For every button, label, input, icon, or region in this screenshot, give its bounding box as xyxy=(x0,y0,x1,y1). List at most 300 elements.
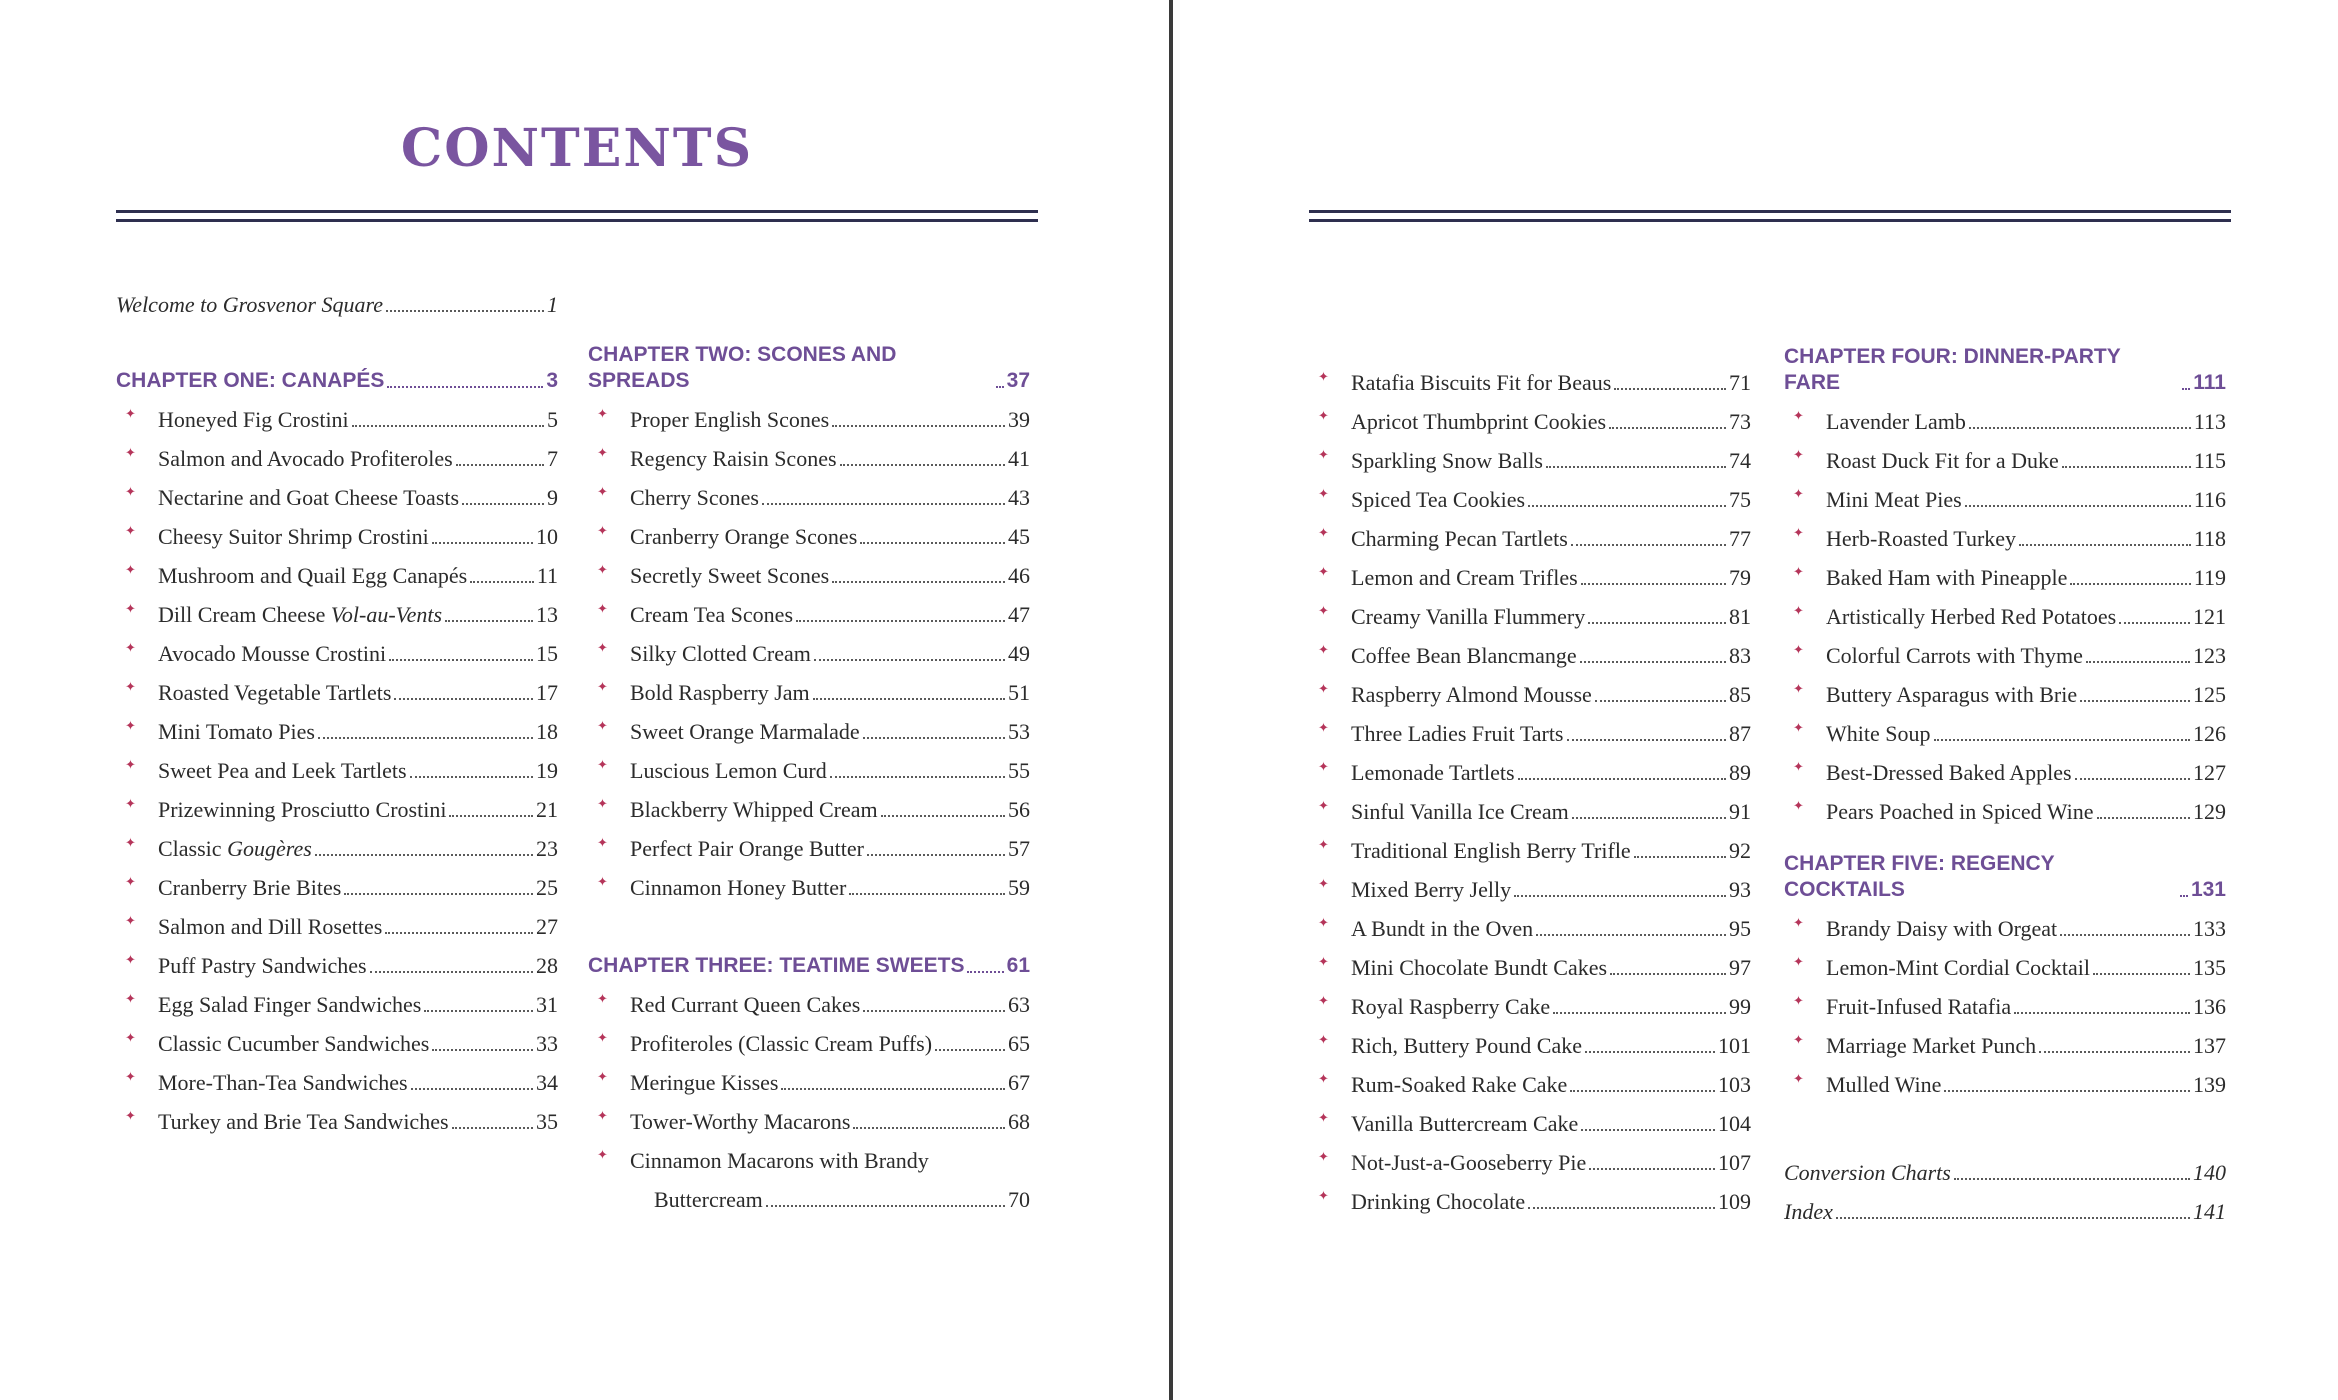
toc-entry[interactable] xyxy=(1784,947,2226,981)
toc-entry[interactable] xyxy=(116,945,558,979)
page-number: 70 xyxy=(1008,1187,1030,1212)
toc-entry[interactable] xyxy=(588,750,1030,784)
entry-label: Cranberry Orange Scones xyxy=(630,524,858,549)
bullet-icon: ✦ xyxy=(597,679,608,694)
leader-dots xyxy=(2070,583,2190,585)
leader-dots xyxy=(2062,466,2191,468)
page-number: 57 xyxy=(1008,836,1030,861)
entry-label: Cream Tea Scones xyxy=(630,602,794,627)
page-number: 113 xyxy=(2193,409,2226,434)
entry-label: Not-Just-a-Gooseberry Pie xyxy=(1351,1150,1587,1175)
entry-label: Charming Pecan Tartlets xyxy=(1351,526,1568,551)
page-number: 13 xyxy=(536,602,558,627)
entry-label: Luscious Lemon Curd xyxy=(630,758,827,783)
page-number: 68 xyxy=(1008,1109,1030,1134)
bullet-icon: ✦ xyxy=(1318,603,1329,618)
toc-entry[interactable] xyxy=(116,594,558,628)
toc-entry[interactable] xyxy=(116,711,558,745)
toc-entry[interactable] xyxy=(1309,479,1751,513)
leader-dots xyxy=(456,464,544,466)
right-page xyxy=(1172,0,2338,1400)
leader-dots xyxy=(1536,934,1726,936)
toc-entry[interactable] xyxy=(116,633,558,667)
toc-entry[interactable] xyxy=(1309,947,1751,981)
bullet-icon: ✦ xyxy=(1318,720,1329,735)
leader-dots xyxy=(766,1205,1005,1207)
entry-label: Perfect Pair Orange Butter xyxy=(630,836,864,861)
entry-label: Roast Duck Fit for a Duke xyxy=(1826,448,2059,473)
toc-entry-wrapped-continuation[interactable] xyxy=(588,1179,1030,1213)
bullet-icon: ✦ xyxy=(1793,447,1804,462)
bullet-icon: ✦ xyxy=(1793,798,1804,813)
leader-dots xyxy=(860,542,1005,544)
bullet-icon: ✦ xyxy=(125,796,136,811)
entry-label: Brandy Daisy with Orgeat xyxy=(1826,916,2058,941)
leader-dots xyxy=(863,1010,1005,1012)
toc-entry[interactable] xyxy=(116,672,558,706)
leader-dots xyxy=(1634,856,1726,858)
entry-label: Regency Raisin Scones xyxy=(630,446,837,471)
toc-entry[interactable] xyxy=(588,867,1030,901)
leader-dots xyxy=(1581,583,1726,585)
page-title: CONTENTS xyxy=(400,118,754,179)
entry-label: Ratafia Biscuits Fit for Beaus xyxy=(1351,370,1612,395)
leader-dots xyxy=(967,971,1003,973)
page-number: 91 xyxy=(1729,799,1751,824)
entry-label: Index xyxy=(1784,1199,1833,1224)
page-number: 129 xyxy=(2193,799,2226,824)
bullet-icon: ✦ xyxy=(125,835,136,850)
bullet-icon: ✦ xyxy=(597,523,608,538)
page-number: 95 xyxy=(1729,916,1751,941)
entry-label: CHAPTER ONE: CANAPÉS xyxy=(116,369,385,392)
bullet-icon: ✦ xyxy=(125,1030,136,1045)
toc-entry[interactable] xyxy=(1784,986,2226,1020)
toc-entry[interactable] xyxy=(588,711,1030,745)
entry-label: Puff Pastry Sandwiches xyxy=(158,953,367,978)
leader-dots xyxy=(1514,895,1726,897)
bullet-icon: ✦ xyxy=(125,406,136,421)
toc-entry[interactable] xyxy=(1309,596,1751,630)
toc-entry[interactable] xyxy=(1309,791,1751,825)
toc-entry[interactable] xyxy=(1784,401,2226,435)
toc-entry[interactable] xyxy=(588,1062,1030,1096)
toc-entry[interactable] xyxy=(588,438,1030,472)
toc-entry[interactable] xyxy=(588,477,1030,511)
toc-entry[interactable] xyxy=(1309,362,1751,396)
toc-entry[interactable] xyxy=(116,1062,558,1096)
toc-entry[interactable] xyxy=(116,477,558,511)
page-number: 141 xyxy=(2193,1199,2226,1224)
entry-label: Lemon and Cream Trifles xyxy=(1351,565,1578,590)
entry-label: Buttercream xyxy=(654,1187,763,1212)
toc-entry[interactable] xyxy=(1309,557,1751,591)
entry-label: Lavender Lamb xyxy=(1826,409,1966,434)
toc-entry[interactable] xyxy=(1309,674,1751,708)
bullet-icon: ✦ xyxy=(1793,681,1804,696)
entry-label: Traditional English Berry Trifle xyxy=(1351,838,1631,863)
page-number: 17 xyxy=(536,680,558,705)
bullet-icon: ✦ xyxy=(1318,993,1329,1008)
page-number: 35 xyxy=(536,1109,558,1134)
toc-entry[interactable] xyxy=(1309,869,1751,903)
bullet-icon: ✦ xyxy=(1793,525,1804,540)
bullet-icon: ✦ xyxy=(597,757,608,772)
page-number: 21 xyxy=(536,797,558,822)
title-rule-top xyxy=(116,210,1038,213)
entry-label: Royal Raspberry Cake xyxy=(1351,994,1551,1019)
leader-dots xyxy=(2014,1012,2190,1014)
toc-entry[interactable] xyxy=(1309,1025,1751,1059)
page-number: 87 xyxy=(1729,721,1751,746)
toc-entry[interactable] xyxy=(1309,713,1751,747)
chapter-heading[interactable] xyxy=(116,360,558,394)
bullet-icon: ✦ xyxy=(1318,915,1329,930)
leader-dots xyxy=(452,1127,533,1129)
toc-entry[interactable] xyxy=(1784,713,2226,747)
leader-dots xyxy=(410,776,533,778)
bullet-icon: ✦ xyxy=(1793,1071,1804,1086)
entry-label: Prizewinning Prosciutto Crostini xyxy=(158,797,447,822)
bullet-icon: ✦ xyxy=(1318,642,1329,657)
entry-label: Dill Cream Cheese xyxy=(158,602,326,627)
toc-entry[interactable] xyxy=(1309,752,1751,786)
toc-entry[interactable] xyxy=(116,789,558,823)
leader-dots xyxy=(2086,661,2190,663)
entry-label: Sparkling Snow Balls xyxy=(1351,448,1543,473)
bullet-icon: ✦ xyxy=(597,562,608,577)
bullet-icon: ✦ xyxy=(125,913,136,928)
entry-label: CHAPTER FIVE: REGENCY COCKTAILS xyxy=(1784,852,2055,901)
toc-entry[interactable] xyxy=(1784,557,2226,591)
toc-entry[interactable] xyxy=(1784,908,2226,942)
bullet-icon: ✦ xyxy=(1318,1188,1329,1203)
bullet-icon: ✦ xyxy=(1318,798,1329,813)
leader-dots xyxy=(1572,817,1726,819)
toc-entry[interactable] xyxy=(588,399,1030,433)
leader-dots xyxy=(2075,778,2190,780)
leader-dots xyxy=(318,737,533,739)
leader-dots xyxy=(2060,934,2190,936)
leader-dots xyxy=(1567,739,1727,741)
leader-dots xyxy=(1954,1178,2190,1180)
entry-label: Salmon and Avocado Profiteroles xyxy=(158,446,453,471)
toc-entry[interactable] xyxy=(588,789,1030,823)
page-number: 131 xyxy=(2190,878,2226,901)
toc-entry[interactable] xyxy=(116,828,558,862)
leader-dots xyxy=(1528,505,1726,507)
entry-label: CHAPTER FOUR: DINNER-PARTY FARE xyxy=(1784,345,2121,394)
page-number: 59 xyxy=(1008,875,1030,900)
leader-dots xyxy=(432,542,533,544)
entry-label: Cheesy Suitor Shrimp Crostini xyxy=(158,524,429,549)
toc-entry[interactable] xyxy=(1784,674,2226,708)
bullet-icon: ✦ xyxy=(1793,993,1804,1008)
leader-dots xyxy=(1610,973,1726,975)
leader-dots xyxy=(1570,1090,1715,1092)
leader-dots xyxy=(832,581,1005,583)
toc-entry[interactable] xyxy=(116,906,558,940)
entry-label: Proper English Scones xyxy=(630,407,830,432)
bullet-icon: ✦ xyxy=(597,1147,608,1162)
page-number: 115 xyxy=(2193,448,2226,473)
toc-entry[interactable] xyxy=(1784,1064,2226,1098)
bullet-icon: ✦ xyxy=(1793,954,1804,969)
leader-dots xyxy=(2097,817,2190,819)
leader-dots xyxy=(449,815,533,817)
bullet-icon: ✦ xyxy=(1318,954,1329,969)
bullet-icon: ✦ xyxy=(1318,1110,1329,1125)
leader-dots xyxy=(1528,1207,1715,1209)
page-number: 97 xyxy=(1729,955,1751,980)
page-number: 27 xyxy=(536,914,558,939)
entry-label: Baked Ham with Pineapple xyxy=(1826,565,2068,590)
bullet-icon: ✦ xyxy=(1793,1032,1804,1047)
entry-label: CHAPTER THREE: TEATIME SWEETS xyxy=(588,954,965,977)
entry-label: Creamy Vanilla Flummery xyxy=(1351,604,1586,629)
page-number: 99 xyxy=(1729,994,1751,1019)
entry-label: Egg Salad Finger Sandwiches xyxy=(158,992,422,1017)
chapter-heading[interactable] xyxy=(1784,345,2226,396)
toc-entry[interactable] xyxy=(1784,518,2226,552)
bullet-icon: ✦ xyxy=(1318,1149,1329,1164)
leader-dots xyxy=(370,971,533,973)
bullet-icon: ✦ xyxy=(125,523,136,538)
page-number: 136 xyxy=(2193,994,2226,1019)
leader-dots xyxy=(1553,1012,1726,1014)
page-number: 45 xyxy=(1008,524,1030,549)
entry-label: Three Ladies Fruit Tarts xyxy=(1351,721,1564,746)
bullet-icon: ✦ xyxy=(597,718,608,733)
page-number: 89 xyxy=(1729,760,1751,785)
entry-label: Apricot Thumbprint Cookies xyxy=(1351,409,1607,434)
entry-label: Mini Chocolate Bundt Cakes xyxy=(1351,955,1608,980)
toc-entry[interactable] xyxy=(588,516,1030,550)
leader-dots xyxy=(2019,544,2191,546)
leader-dots xyxy=(1546,466,1726,468)
bullet-icon: ✦ xyxy=(125,562,136,577)
toc-entry[interactable] xyxy=(588,633,1030,667)
entry-label: Sinful Vanilla Ice Cream xyxy=(1351,799,1569,824)
toc-entry[interactable] xyxy=(1309,1064,1751,1098)
entry-label: Avocado Mousse Crostini xyxy=(158,641,387,666)
leader-dots xyxy=(462,503,544,505)
leader-dots xyxy=(849,893,1005,895)
leader-dots xyxy=(315,854,533,856)
toc-entry[interactable] xyxy=(588,1023,1030,1057)
page-number: 74 xyxy=(1729,448,1751,473)
bullet-icon: ✦ xyxy=(125,718,136,733)
entry-label: Mini Meat Pies xyxy=(1826,487,1962,512)
toc-entry[interactable] xyxy=(588,594,1030,628)
leader-dots xyxy=(344,893,533,895)
toc-entry[interactable] xyxy=(116,984,558,1018)
page-number: 79 xyxy=(1729,565,1751,590)
toc-entry[interactable] xyxy=(1309,830,1751,864)
toc-entry[interactable] xyxy=(116,1101,558,1135)
entry-label: Drinking Chocolate xyxy=(1351,1189,1526,1214)
toc-entry[interactable] xyxy=(1309,1103,1751,1137)
bullet-icon: ✦ xyxy=(1318,525,1329,540)
toc-entry[interactable] xyxy=(588,1101,1030,1135)
page-number: 126 xyxy=(2193,721,2226,746)
entry-label: Blackberry Whipped Cream xyxy=(630,797,878,822)
title-rule-bottom xyxy=(116,219,1038,222)
toc-entry[interactable] xyxy=(1309,1181,1751,1215)
page-number: 39 xyxy=(1008,407,1030,432)
toc-entry[interactable] xyxy=(1309,986,1751,1020)
bullet-icon: ✦ xyxy=(1793,564,1804,579)
page-number: 37 xyxy=(1006,369,1030,392)
leader-dots xyxy=(352,425,544,427)
entry-label: Mini Tomato Pies xyxy=(158,719,315,744)
leader-dots xyxy=(411,1088,533,1090)
toc-entry[interactable] xyxy=(1309,1142,1751,1176)
entry-label: Cherry Scones xyxy=(630,485,759,510)
toc-entry[interactable] xyxy=(116,399,558,433)
toc-entry[interactable] xyxy=(1784,440,2226,474)
toc-entry[interactable] xyxy=(116,750,558,784)
bullet-icon: ✦ xyxy=(1793,408,1804,423)
bullet-icon: ✦ xyxy=(597,1069,608,1084)
toc-entry[interactable] xyxy=(1784,752,2226,786)
page-number: 123 xyxy=(2193,643,2226,668)
bullet-icon: ✦ xyxy=(597,1030,608,1045)
page-number: 125 xyxy=(2193,682,2226,707)
entry-label: Buttery Asparagus with Brie xyxy=(1826,682,2078,707)
toc-entry[interactable] xyxy=(1784,479,2226,513)
toc-entry[interactable] xyxy=(116,555,558,589)
chapter-heading[interactable] xyxy=(1784,852,2226,903)
bullet-icon: ✦ xyxy=(125,484,136,499)
toc-entry[interactable] xyxy=(116,516,558,550)
leader-dots xyxy=(935,1049,1005,1051)
toc-entry[interactable] xyxy=(1784,596,2226,630)
page-number: 135 xyxy=(2193,955,2226,980)
page-number: 10 xyxy=(536,524,558,549)
bullet-icon: ✦ xyxy=(597,406,608,421)
bullet-icon: ✦ xyxy=(1318,408,1329,423)
page-number: 34 xyxy=(536,1070,558,1095)
toc-entry[interactable] xyxy=(588,555,1030,589)
bullet-icon: ✦ xyxy=(1318,681,1329,696)
page-number: 140 xyxy=(2193,1160,2226,1185)
entry-label: Red Currant Queen Cakes xyxy=(630,992,861,1017)
toc-entry[interactable] xyxy=(1784,1025,2226,1059)
entry-label: Rum-Soaked Rake Cake xyxy=(1351,1072,1568,1097)
toc-entry[interactable] xyxy=(588,672,1030,706)
bullet-icon: ✦ xyxy=(125,952,136,967)
page-number: 119 xyxy=(2193,565,2226,590)
page-number: 47 xyxy=(1008,602,1030,627)
right-rule-bottom xyxy=(1309,219,2231,222)
toc-entry-wrapped[interactable] xyxy=(588,1140,1030,1174)
leader-dots xyxy=(796,620,1005,622)
page-number: 118 xyxy=(2193,526,2226,551)
page-number: 73 xyxy=(1729,409,1751,434)
leader-dots xyxy=(385,932,533,934)
toc-entry[interactable] xyxy=(116,438,558,472)
page-number: 51 xyxy=(1008,680,1030,705)
entry-label: Artistically Herbed Red Potatoes xyxy=(1826,604,2117,629)
toc-entry[interactable] xyxy=(116,1023,558,1057)
toc-entry[interactable] xyxy=(1309,401,1751,435)
bullet-icon: ✦ xyxy=(1318,447,1329,462)
page-number: 107 xyxy=(1718,1150,1751,1175)
toc-entry[interactable] xyxy=(1309,518,1751,552)
page-number: 25 xyxy=(536,875,558,900)
chapter-heading[interactable] xyxy=(588,945,1030,979)
leader-dots xyxy=(1581,1129,1715,1131)
leader-dots xyxy=(1965,505,2191,507)
entry-label: Tower-Worthy Macarons xyxy=(630,1109,851,1134)
page-number: 7 xyxy=(547,446,558,471)
page-number: 67 xyxy=(1008,1070,1030,1095)
bullet-icon: ✦ xyxy=(125,1069,136,1084)
entry-label: Nectarine and Goat Cheese Toasts xyxy=(158,485,460,510)
toc-entry[interactable] xyxy=(1309,635,1751,669)
page-number: 61 xyxy=(1006,954,1030,977)
page-number: 137 xyxy=(2193,1033,2226,1058)
leader-dots xyxy=(881,815,1005,817)
bullet-icon: ✦ xyxy=(125,445,136,460)
chapter-heading[interactable] xyxy=(588,343,1030,394)
page-number: 3 xyxy=(546,369,558,392)
bullet-icon: ✦ xyxy=(1318,759,1329,774)
right-rule-top xyxy=(1309,210,2231,213)
page-number: 9 xyxy=(547,485,558,510)
bullet-icon: ✦ xyxy=(125,640,136,655)
entry-label: Turkey and Brie Tea Sandwiches xyxy=(158,1109,449,1134)
entry-label: Roasted Vegetable Tartlets xyxy=(158,680,392,705)
back-matter-entry[interactable] xyxy=(1784,1191,2226,1225)
entry-label: Silky Clotted Cream xyxy=(630,641,811,666)
leader-dots xyxy=(2180,895,2188,897)
page-number: 43 xyxy=(1008,485,1030,510)
leader-dots xyxy=(832,425,1005,427)
toc-entry[interactable] xyxy=(1784,791,2226,825)
page-number: 116 xyxy=(2193,487,2226,512)
toc-entry[interactable] xyxy=(588,828,1030,862)
page-number: 139 xyxy=(2193,1072,2226,1097)
leader-dots xyxy=(1595,700,1726,702)
toc-entry-welcome[interactable]: Welcome to Grosvenor Square 1 xyxy=(116,292,558,317)
entry-label: Marriage Market Punch xyxy=(1826,1033,2037,1058)
bullet-icon: ✦ xyxy=(125,601,136,616)
toc-entry[interactable] xyxy=(588,984,1030,1018)
toc-entry[interactable] xyxy=(116,867,558,901)
entry-label: Honeyed Fig Crostini xyxy=(158,407,349,432)
toc-entry[interactable] xyxy=(1309,440,1751,474)
entry-label: Pears Poached in Spiced Wine xyxy=(1826,799,2094,824)
page-number: 104 xyxy=(1718,1111,1751,1136)
toc-entry[interactable] xyxy=(1309,908,1751,942)
back-matter-entry[interactable] xyxy=(1784,1152,2226,1186)
bullet-icon: ✦ xyxy=(1318,837,1329,852)
leader-dots xyxy=(867,854,1005,856)
entry-label: Cinnamon Honey Butter xyxy=(630,875,847,900)
page-number: 63 xyxy=(1008,992,1030,1017)
toc-entry[interactable] xyxy=(1784,635,2226,669)
leader-dots xyxy=(853,1127,1005,1129)
entry-label: Bold Raspberry Jam xyxy=(630,680,810,705)
leader-dots xyxy=(996,386,1004,388)
entry-label: Conversion Charts xyxy=(1784,1160,1951,1185)
page-number: 92 xyxy=(1729,838,1751,863)
bullet-icon: ✦ xyxy=(597,601,608,616)
entry-label: Classic xyxy=(158,836,222,861)
page-number: 49 xyxy=(1008,641,1030,666)
